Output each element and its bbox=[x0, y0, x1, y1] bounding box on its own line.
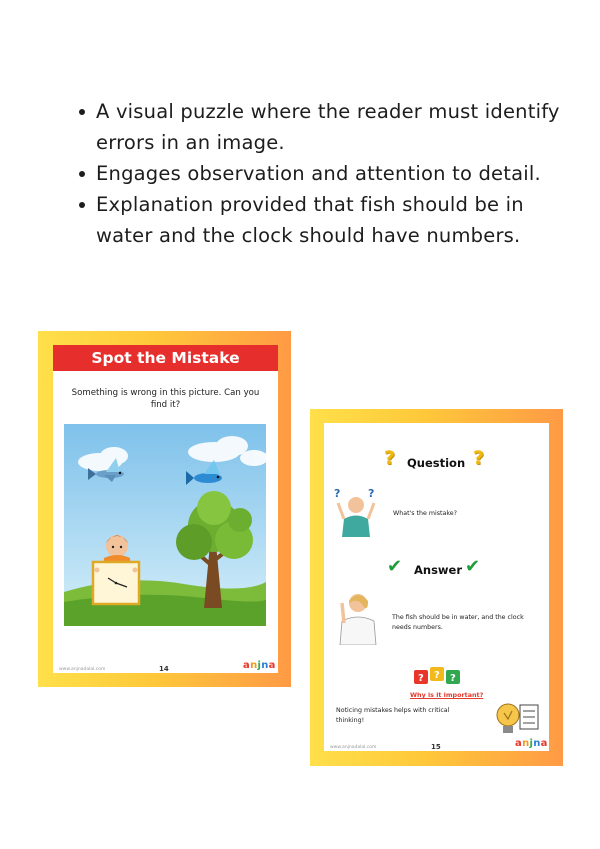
card-page bbox=[53, 345, 278, 673]
why-important-heading: Why is it important? bbox=[410, 691, 484, 699]
bullet-item: A visual puzzle where the reader must identify errors in an image. bbox=[76, 96, 576, 158]
footer-url: www.anjnadalal.com bbox=[59, 667, 106, 672]
why-important-text: Noticing mistakes helps with critical thinking! bbox=[336, 707, 450, 724]
speech-bubbles-icon bbox=[414, 666, 460, 688]
card-page bbox=[324, 423, 549, 751]
page-number: 14 bbox=[159, 665, 169, 673]
clock-without-numbers-icon bbox=[93, 562, 139, 604]
question-mark-icon: ? bbox=[384, 447, 396, 469]
brand-logo: anjna bbox=[515, 738, 548, 749]
puzzle-prompt: Something is wrong in this picture. Can you find it? bbox=[71, 388, 260, 410]
puzzle-scene-svg bbox=[64, 424, 266, 626]
check-mark-icon: ✔ bbox=[465, 556, 481, 577]
answer-text: The fish should be in water, and the clock needs numbers. bbox=[392, 614, 524, 631]
thinking-person-icon bbox=[334, 589, 380, 645]
lightbulb-checklist-icon bbox=[494, 699, 540, 739]
check-mark-icon: ✔ bbox=[387, 556, 403, 577]
bullet-item: Explanation provided that fish should be in water and the clock should have numbers. bbox=[76, 189, 576, 251]
page-number: 15 bbox=[431, 743, 441, 751]
question-mark-icon: ? bbox=[473, 447, 485, 469]
svg-text:?: ? bbox=[450, 673, 456, 684]
summary-bullets bbox=[76, 96, 576, 251]
brand-logo: anjna bbox=[243, 660, 276, 671]
question-heading: Question bbox=[407, 456, 466, 470]
svg-text:?: ? bbox=[334, 487, 341, 500]
puzzle-illustration bbox=[64, 424, 266, 626]
bullet-item: Engages observation and attention to detail. bbox=[76, 158, 576, 189]
svg-text:?: ? bbox=[418, 673, 424, 684]
spot-the-mistake-card bbox=[38, 331, 291, 687]
svg-text:?: ? bbox=[434, 670, 440, 681]
question-answer-card bbox=[310, 409, 563, 766]
answer-heading: Answer bbox=[414, 563, 463, 577]
footer-url: www.anjnadalal.com bbox=[330, 745, 377, 750]
svg-text:?: ? bbox=[368, 487, 375, 500]
card-title-banner: Spot the Mistake bbox=[53, 345, 278, 371]
question-text: What's the mistake? bbox=[393, 510, 458, 517]
confused-person-icon bbox=[334, 485, 380, 537]
